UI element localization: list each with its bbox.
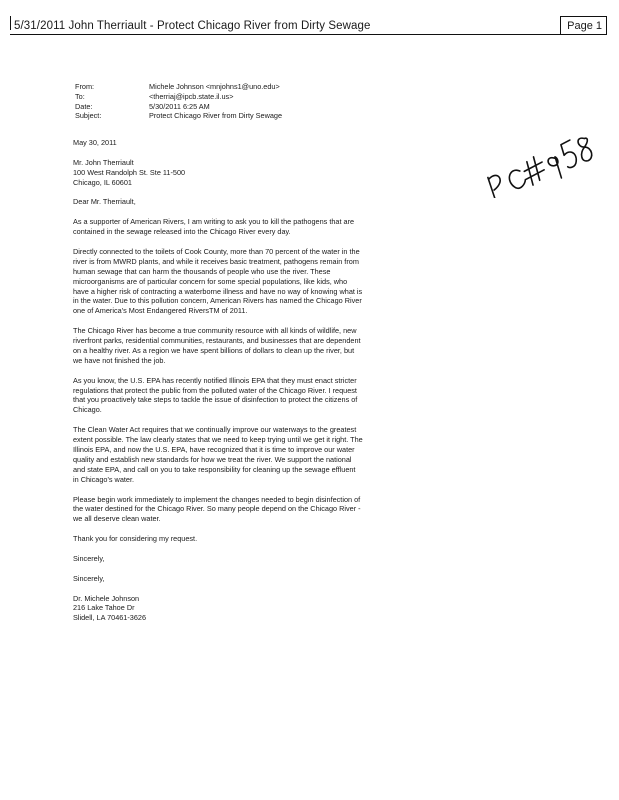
- to-label: To:: [75, 91, 85, 101]
- recipient-line: 100 West Randolph St. Ste 11-500: [73, 167, 186, 177]
- paragraph: As you know, the U.S. EPA has recently notified Illinois EPA that they must enact stricter regulations that protect the public from the polluted water of the Chicago River. I request that you proactively take steps to tackle the issue of disinfection to protect the citizens of Chicago.: [73, 375, 358, 415]
- paragraph: The Clean Water Act requires that we continually improve our waterways to the greatest extent possible. The law clearly states that we need to keep trying until we get it right. The Illinois EPA, and now the U.S. EPA, have recognized that it is time to improve our water quality and establish new standards for how we treat the river. We support the national and state EPA, and call on you to take responsibility for cleaning up the sewage effluent in Chicago's water.: [73, 425, 363, 484]
- date-label: Date:: [75, 101, 93, 111]
- recipient-line: Mr. John Therriault: [73, 157, 134, 167]
- document-header: [10, 14, 607, 38]
- signature-line: Dr. Michele Johnson: [73, 593, 140, 603]
- closing: Sincerely,: [73, 573, 105, 583]
- paragraph: Directly connected to the toilets of Cook County, more than 70 percent of the water in the river is from MWRD plants, and while it receives basic treatment, pathogens remain from human sewage that can harm the thousands of people who use the river. These microorganisms are of particular concern for some special populations, like kids, who have a higher risk of contracting a waterborne illness and have no way of knowing what is in the water. Due to this pollution concern, American Rivers has named the Chicago River one of America's Most Endangered RiversTM of 2011.: [73, 246, 363, 316]
- salutation: Dear Mr. Therriault,: [73, 197, 136, 207]
- recipient-address: [73, 158, 363, 188]
- header-rule: [10, 34, 607, 35]
- email-date-row: [75, 102, 282, 112]
- subject-label: Subject:: [75, 111, 102, 121]
- paragraph: Please begin work immediately to implement the changes needed to begin disinfection of the water destined for the Chicago River. So many people depend on the Chicago River - we all deserve clean water.: [73, 494, 361, 524]
- closing: Sincerely,: [73, 553, 105, 563]
- header-left-tick: [10, 16, 11, 30]
- page-number-box: Page 1: [560, 16, 607, 34]
- header-title: 5/31/2011 John Therriault - Protect Chicago River from Dirty Sewage: [14, 20, 371, 32]
- signature-line: 216 Lake Tahoe Dr: [73, 603, 135, 613]
- date-value: 5/30/2011 6:25 AM: [149, 101, 210, 111]
- paragraph: The Chicago River has become a true community resource with all kinds of wildlife, new riverfront parks, residential communities, restaurants, and businesses that are dependent on a healthy river. As a region we have spent billions of dollars to clean up the river, but we have not finished the job.: [73, 326, 361, 365]
- signature-block: [73, 594, 363, 624]
- paragraph: Thank you for considering my request.: [73, 534, 198, 544]
- email-subject-row: [75, 111, 282, 121]
- subject-value: Protect Chicago River from Dirty Sewage: [149, 111, 283, 121]
- letter-date: May 30, 2011: [73, 138, 117, 147]
- from-value: Michele Johnson <mnjohns1@uno.edu>: [149, 82, 280, 91]
- recipient-line: Chicago, IL 60601: [73, 177, 132, 187]
- from-label: From:: [75, 82, 95, 91]
- signature-line: Slidell, LA 70461-3626: [73, 613, 147, 623]
- email-header: [75, 82, 282, 121]
- email-to-row: [75, 92, 282, 102]
- handwritten-pc-number-stamp: [478, 128, 598, 198]
- to-value: <therriaj@ipcb.state.il.us>: [149, 91, 234, 101]
- paragraph: As a supporter of American Rivers, I am writing to ask you to kill the pathogens that are contained in the sewage released into the Chicago River every day.: [73, 217, 355, 237]
- email-from-row: [75, 82, 282, 92]
- letter-body: [73, 138, 363, 623]
